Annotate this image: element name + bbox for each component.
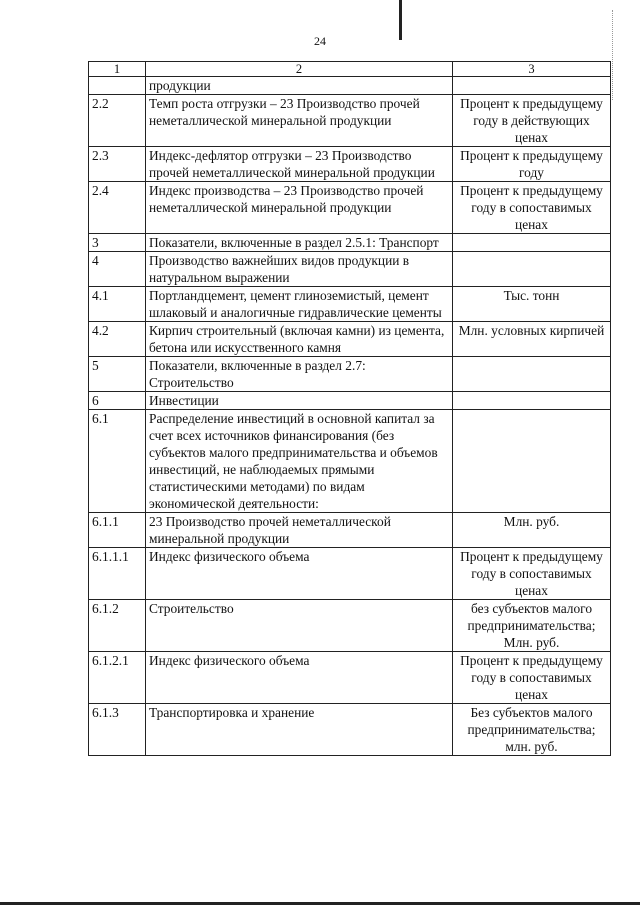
row-unit: Процент к предыдущему году в сопоставимых ценах: [453, 652, 611, 704]
scan-artifact-dots: [612, 10, 614, 100]
row-indicator: Показатели, включенные в раздел 2.5.1: Транспорт: [146, 234, 453, 252]
table-row: [89, 252, 611, 287]
row-unit: Процент к предыдущему году в сопоставимых ценах: [453, 182, 611, 234]
header-col-1: 1: [89, 62, 146, 77]
table-row: [89, 322, 611, 357]
row-indicator: продукции: [146, 77, 453, 95]
row-number: 6.1.1: [89, 513, 146, 548]
table-row: [89, 513, 611, 548]
row-number: 4: [89, 252, 146, 287]
row-indicator: Строительство: [146, 600, 453, 652]
row-unit: Без субъектов малого предпринимательства; млн. руб.: [453, 704, 611, 756]
row-number: 3: [89, 234, 146, 252]
row-indicator: Производство важнейших видов продукции в натуральном выражении: [146, 252, 453, 287]
table-row: [89, 234, 611, 252]
row-number: 6.1: [89, 410, 146, 513]
row-number: [89, 77, 146, 95]
table-row: [89, 392, 611, 410]
table-row: [89, 357, 611, 392]
row-indicator: Темп роста отгрузки – 23 Производство прочей неметаллической минеральной продукции: [146, 95, 453, 147]
table-row: [89, 287, 611, 322]
row-number: 6.1.1.1: [89, 548, 146, 600]
table-row: [89, 77, 611, 95]
row-unit: [453, 410, 611, 513]
table-row: [89, 410, 611, 513]
row-unit: [453, 252, 611, 287]
row-indicator: 23 Производство прочей неметаллической минеральной продукции: [146, 513, 453, 548]
table-row: [89, 95, 611, 147]
row-unit: без субъектов малого предпринимательства; Млн. руб.: [453, 600, 611, 652]
table-header-row: [89, 62, 611, 77]
row-unit: Процент к предыдущему году в действующих ценах: [453, 95, 611, 147]
row-indicator: Показатели, включенные в раздел 2.7: Строительство: [146, 357, 453, 392]
header-col-3: 3: [453, 62, 611, 77]
header-col-2: 2: [146, 62, 453, 77]
row-unit: Процент к предыдущему году: [453, 147, 611, 182]
row-unit: Процент к предыдущему году в сопоставимых ценах: [453, 548, 611, 600]
row-number: 2.2: [89, 95, 146, 147]
row-unit: [453, 392, 611, 410]
row-unit: Млн. руб.: [453, 513, 611, 548]
row-unit: [453, 234, 611, 252]
row-indicator: Индекс физического объема: [146, 548, 453, 600]
row-indicator: Индекс производства – 23 Производство прочей неметаллической минеральной продукции: [146, 182, 453, 234]
table-row: [89, 147, 611, 182]
row-number: 6.1.2: [89, 600, 146, 652]
row-indicator: Транспортировка и хранение: [146, 704, 453, 756]
row-number: 4.2: [89, 322, 146, 357]
table-row: [89, 652, 611, 704]
page-number: 24: [314, 34, 326, 48]
row-number: 6.1.2.1: [89, 652, 146, 704]
table-row: [89, 548, 611, 600]
row-number: 6.1.3: [89, 704, 146, 756]
row-unit: [453, 77, 611, 95]
row-indicator: Индекс-дефлятор отгрузки – 23 Производство прочей неметаллической минеральной продукции: [146, 147, 453, 182]
table-row: [89, 600, 611, 652]
row-number: 4.1: [89, 287, 146, 322]
indicators-table: [88, 61, 611, 756]
row-number: 2.4: [89, 182, 146, 234]
row-unit: Тыс. тонн: [453, 287, 611, 322]
row-indicator: Портландцемент, цемент глиноземистый, цемент шлаковый и аналогичные гидравлические цементы: [146, 287, 453, 322]
row-unit: [453, 357, 611, 392]
row-number: 2.3: [89, 147, 146, 182]
row-indicator: Распределение инвестиций в основной капитал за счет всех источников финансирования (без субъектов малого предпринимательства и объемов инвестиций, не наблюдаемых прямыми статистическими методами) по видам экономической деятельности:: [146, 410, 453, 513]
table-row: [89, 704, 611, 756]
row-unit: Млн. условных кирпичей: [453, 322, 611, 357]
row-number: 6: [89, 392, 146, 410]
row-number: 5: [89, 357, 146, 392]
row-indicator: Кирпич строительный (включая камни) из цемента, бетона или искусственного камня: [146, 322, 453, 357]
row-indicator: Инвестиции: [146, 392, 453, 410]
table-row: [89, 182, 611, 234]
row-indicator: Индекс физического объема: [146, 652, 453, 704]
